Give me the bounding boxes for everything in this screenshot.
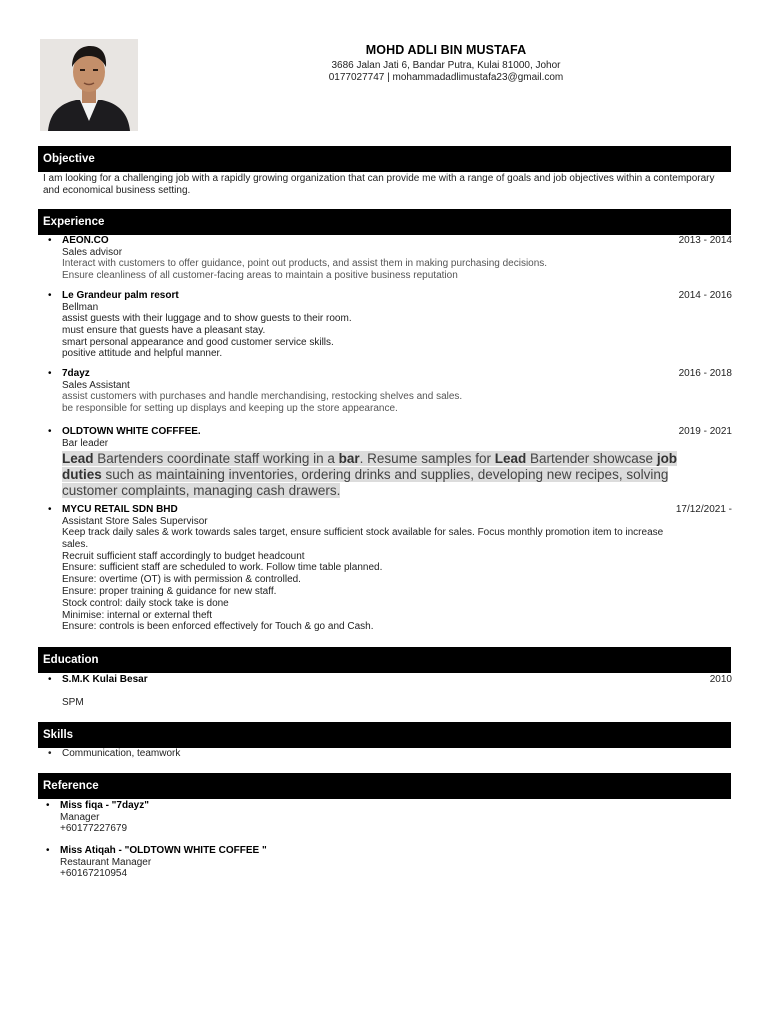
duty-line: Ensure: proper training & guidance for new staff. xyxy=(62,585,277,597)
person-photo-icon xyxy=(40,39,138,131)
reference-name: • Miss fiqa - "7dayz" xyxy=(46,800,730,812)
job-role: Sales Assistant xyxy=(62,379,130,391)
description-text: Bartenders coordinate staff working in a xyxy=(93,451,339,466)
section-header-skills: Skills xyxy=(38,722,731,748)
skills-list xyxy=(48,748,732,760)
duty-line: Recruit sufficient staff accordingly to budget headcount xyxy=(62,550,305,562)
job-role: Assistant Store Sales Supervisor xyxy=(62,515,208,527)
duty-line: must ensure that guests have a pleasant stay. xyxy=(62,324,266,336)
experience-entry xyxy=(48,504,732,633)
graduation-year: 2010 xyxy=(709,674,732,685)
duty-line: assist customers with purchases and handle merchandising, restocking shelves and sales. xyxy=(62,391,463,402)
duty-line: Ensure cleanliness of all customer-facing areas to maintain a positive business reputation xyxy=(62,269,458,281)
skill-item: • Communication, teamwork xyxy=(48,748,732,760)
keyword: Lead xyxy=(62,451,94,466)
reference-entry xyxy=(46,800,730,835)
address: 3686 Jalan Jati 6, Bandar Putra, Kulai 81000, Johor xyxy=(331,60,561,71)
description-text: Bartender showcase xyxy=(526,451,657,466)
employment-dates: 2019 - 2021 xyxy=(678,426,732,437)
company-name: • 7dayz xyxy=(48,368,732,380)
candidate-name: MOHD ADLI BIN MUSTAFA xyxy=(365,43,527,57)
job-role: Sales advisor xyxy=(62,246,123,258)
section-header-reference: Reference xyxy=(38,773,731,799)
experience-entry xyxy=(48,426,732,498)
contact-info: 0177027747 | mohammadadlimustafa23@gmail.com xyxy=(328,72,564,83)
keyword: bar xyxy=(338,451,360,466)
profile-photo xyxy=(40,39,138,131)
duty-line: smart personal appearance and good customer service skills. xyxy=(62,336,334,348)
highlighted-description xyxy=(48,451,732,498)
description-text: such as maintaining inventories, ordering drinks and supplies, developing new recipes, solving xyxy=(101,466,669,482)
education-entry xyxy=(48,674,732,708)
reference-title: Manager xyxy=(60,811,100,823)
company-name: • OLDTOWN WHITE COFFFEE. xyxy=(48,426,732,438)
keyword: Lead xyxy=(494,451,527,466)
duty-line: Stock control: daily stock take is done xyxy=(62,597,229,609)
duty-line: assist guests with their luggage and to show guests to their room. xyxy=(62,313,352,324)
duty-line: Ensure: sufficient staff are scheduled to work. Follow time table planned. xyxy=(62,562,383,574)
section-header-objective: Objective xyxy=(38,146,731,172)
reference-entry xyxy=(46,845,730,880)
keyword: duties xyxy=(62,466,102,482)
experience-entry xyxy=(48,290,732,360)
keyword: job xyxy=(656,451,678,466)
company-name: • AEON.CO xyxy=(48,235,732,247)
duty-line: positive attitude and helpful manner. xyxy=(62,348,223,360)
reference-phone: +60167210954 xyxy=(60,868,128,879)
resume-header xyxy=(160,43,732,84)
employment-dates: 2014 - 2016 xyxy=(678,290,732,301)
duty-line: sales. xyxy=(62,538,89,550)
duty-line: Ensure: overtime (OT) is with permission & controlled. xyxy=(62,574,301,586)
job-role: Bar leader xyxy=(62,437,109,449)
reference-phone: +60177227679 xyxy=(60,823,128,834)
description-text: customer complaints, managing cash drawers. xyxy=(62,482,341,498)
employment-dates: 2013 - 2014 xyxy=(678,235,732,246)
school-name: • S.M.K Kulai Besar xyxy=(48,674,732,686)
company-name: • Le Grandeur palm resort xyxy=(48,290,732,302)
duty-line: Ensure: controls is been enforced effectively for Touch & go and Cash. xyxy=(62,621,374,633)
description-text: . Resume samples for xyxy=(359,451,495,466)
duty-line: Interact with customers to offer guidance, point out products, and assist them in making purchasing decisions. xyxy=(62,258,548,269)
experience-entry xyxy=(48,368,732,415)
section-header-education: Education xyxy=(38,647,731,673)
employment-dates: 2016 - 2018 xyxy=(678,368,732,379)
employment-dates: 17/12/2021 - xyxy=(675,504,732,515)
objective-text: I am looking for a challenging job with a rapidly growing organization that can provide me with a range of goals and job objectives within a contemporary and economical business setting. xyxy=(43,173,715,196)
experience-entry xyxy=(48,235,732,282)
duty-line: be responsible for setting up displays and keeping up the store appearance. xyxy=(62,402,398,414)
qualification: SPM xyxy=(62,696,84,708)
job-role: Bellman xyxy=(62,301,99,313)
duty-line: Minimise: internal or external theft xyxy=(62,609,213,621)
section-header-experience: Experience xyxy=(38,209,731,235)
reference-name: • Miss Atiqah - "OLDTOWN WHITE COFFEE " xyxy=(46,845,730,857)
company-name: • MYCU RETAIL SDN BHD xyxy=(48,504,732,516)
duty-line: Keep track daily sales & work towards sales target, ensure sufficient stock available for sales. Focus monthly promotion item to increase xyxy=(62,527,664,538)
reference-title: Restaurant Manager xyxy=(60,856,152,868)
